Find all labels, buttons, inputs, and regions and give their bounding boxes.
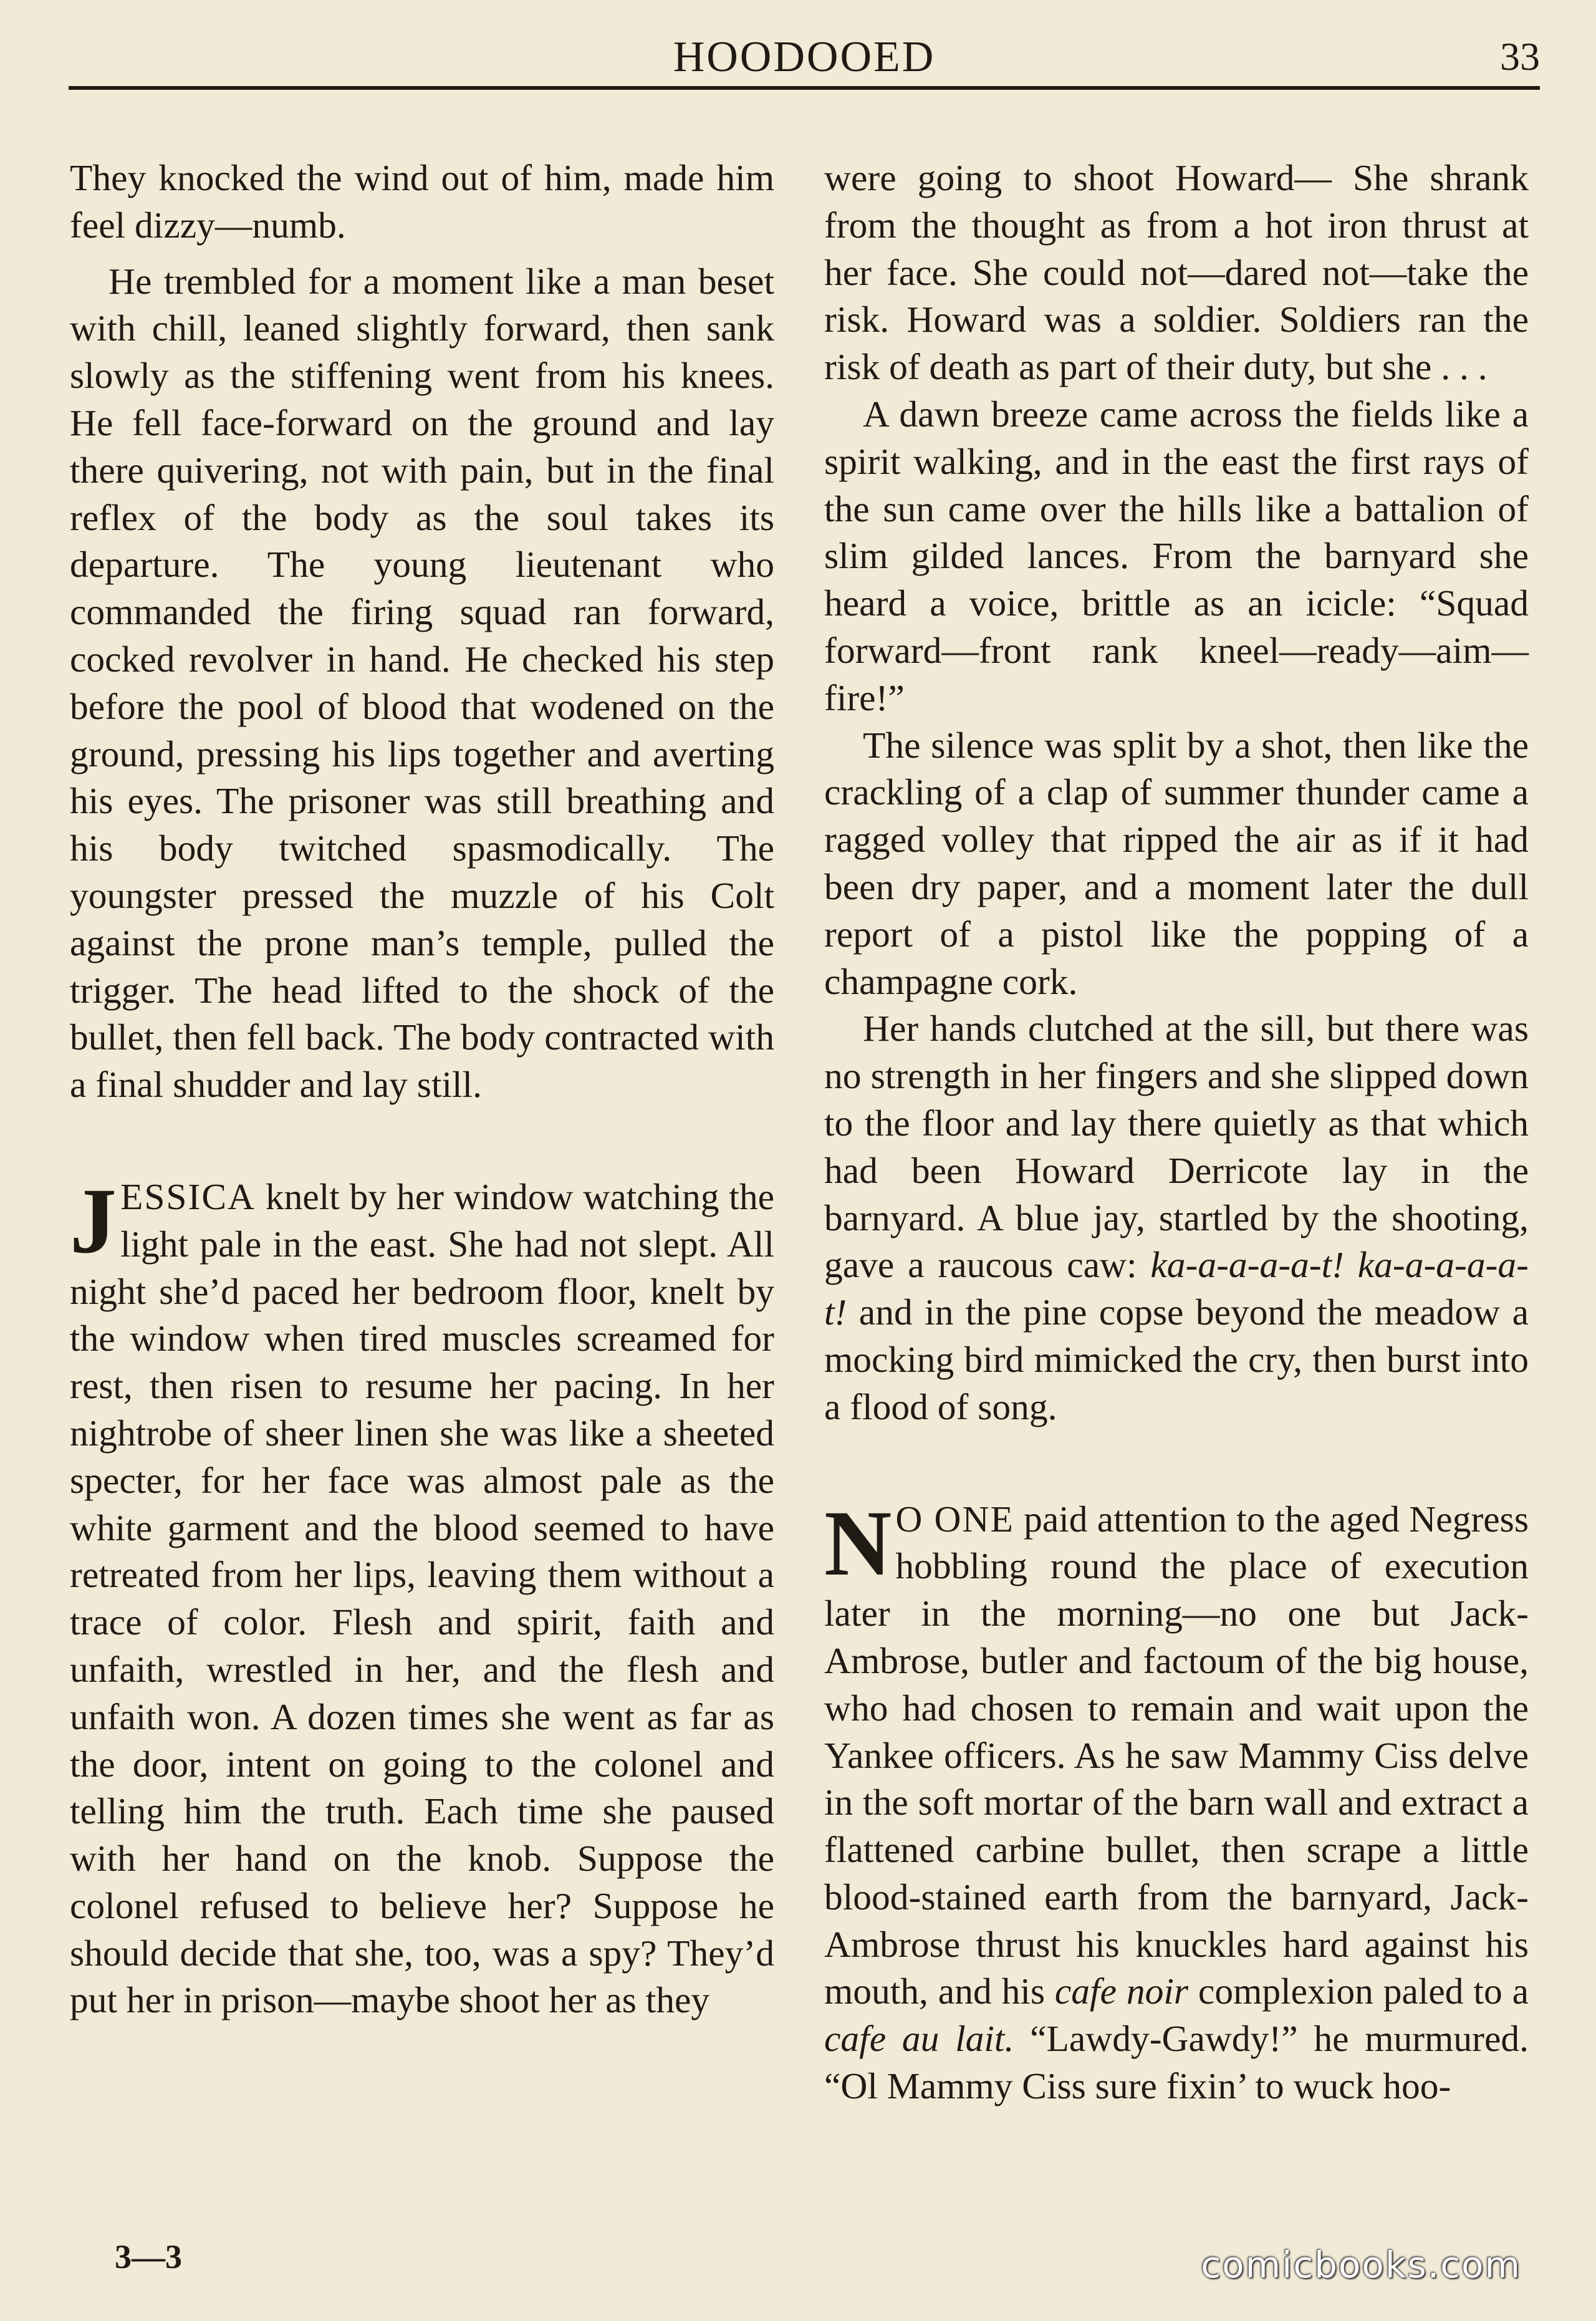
italic-cafe-au-lait: cafe au lait. [824,2018,1014,2060]
paragraph [824,1005,1529,1431]
right-column [824,155,1529,2110]
drop-cap: J [70,1169,117,1273]
italic-caw: ka-a-a-a-a-t! ka-a-a-a-a-t! [824,1244,1529,1333]
watermark: comicbooks.com [1201,2244,1521,2286]
section-text: paid attention to the aged Negress hobbling round the place of execution later in the morning—no one but Jack-Ambrose, butler and factoum of the big house, who had chosen to remain and wait upon the Yankee officers. As he saw Mammy Ciss delve in the soft mortar of the barn wall and extract a flattened carbine bullet, then scrape a little blood-stained earth from the barnyard, Jack-Ambrose thrust his knuckles hard against his mouth, and his [824,1498,1529,2012]
section-text: knelt by her window watching the light pale in the east. She had not slept. All night she’d paced her bedroom floor, knelt by the window when tired muscles screamed for rest, then risen to resume her pacing. In her nightrobe of sheer linen she was like a sheeted specter, for her face was almost pale as the white garment and the blood seemed to have retreated from her lips, leaving them without a trace of color. Flesh and spirit, faith and unfaith, wrestled in her, and the flesh and unfaith won. A dozen times she went as far as the door, intent on going to the colonel and telling him the truth. Each time she paused with her hand on the knob. Suppose the colonel refused to believe her? Suppose he should decide that she, too, was a spy? They’d put her in prison—maybe shoot her as they [70,1175,774,2021]
section-no-one [824,1491,1529,2110]
section-text: complexion paled to a [1188,1971,1529,2012]
left-column [70,155,774,2024]
drop-cap: N [824,1491,892,1595]
italic-cafe-noir: cafe noir [1054,1971,1189,2012]
page-number: 33 [1500,34,1540,79]
paragraph-text: and in the pine copse beyond the meadow a mocking bird mimicked the cry, then burst into a flood of song. [824,1291,1529,1427]
paragraph: A dawn breeze came across the fields like a spirit walking, and in the east the first rays of the sun came over the hills like a battalion of slim gilded lances. From the barnyard she heard a voice, brittle as an icicle: “Squad forward—front rank kneel—ready—aim—fire!” [824,393,1529,718]
running-head: HOODOOED [673,33,936,81]
paragraph: The silence was split by a shot, then like the crackling of a clap of summer thunder came a ragged volley that ripped the air as if it had been dry paper, and a moment later the dull report of a pistol like the popping of a champagne cork. [824,724,1529,1002]
signature-mark: 3—3 [115,2238,182,2275]
lead-in: O ONE [895,1498,1014,1540]
paragraph-text: Her hands clutched at the sill, but there was no strength in her fingers and she slipped down to the floor and lay there quietly as that which had been Howard Derricote lay in the barnyard. A blue jay, startled by the shooting, gave a raucous caw: [824,1008,1529,1286]
section-text: “Lawdy-Gawdy!” he murmured. “Ol Mammy Ciss sure fixin’ to wuck hoo- [824,2018,1529,2107]
lead-in: ESSICA [120,1175,256,1217]
paragraph: were going to shoot Howard— She shrank from the thought as from a hot iron thrust at her face. She could not—dared not—take the risk. Howard was a soldier. Soldiers ran the risk of death as part of their duty, but she . . . [824,157,1529,388]
page-header [69,30,1540,90]
section-paragraph [824,1491,1529,2110]
paragraph: They knocked the wind out of him, made him feel dizzy—numb. [70,157,774,246]
section-paragraph [70,1169,774,2024]
section-jessica [70,1169,774,2024]
paragraph: He trembled for a moment like a man beset with chill, leaned slightly forward, then sank slowly as the stiffening went from his knees. He fell face-forward on the ground and lay there quivering, not with pain, but in the final reflex of the body as the soul takes its departure. The young lieutenant who commanded the firing squad ran forward, cocked revolver in hand. He checked his step before the pool of blood that wodened on the ground, pressing his lips together and averting his eyes. The prisoner was still breathing and his body twitched spasmodically. The youngster pressed the muzzle of his Colt against the prone man’s temple, pulled the trigger. The head lifted to the shock of the bullet, then fell back. The body contracted with a final shudder and lay still. [70,260,774,1106]
